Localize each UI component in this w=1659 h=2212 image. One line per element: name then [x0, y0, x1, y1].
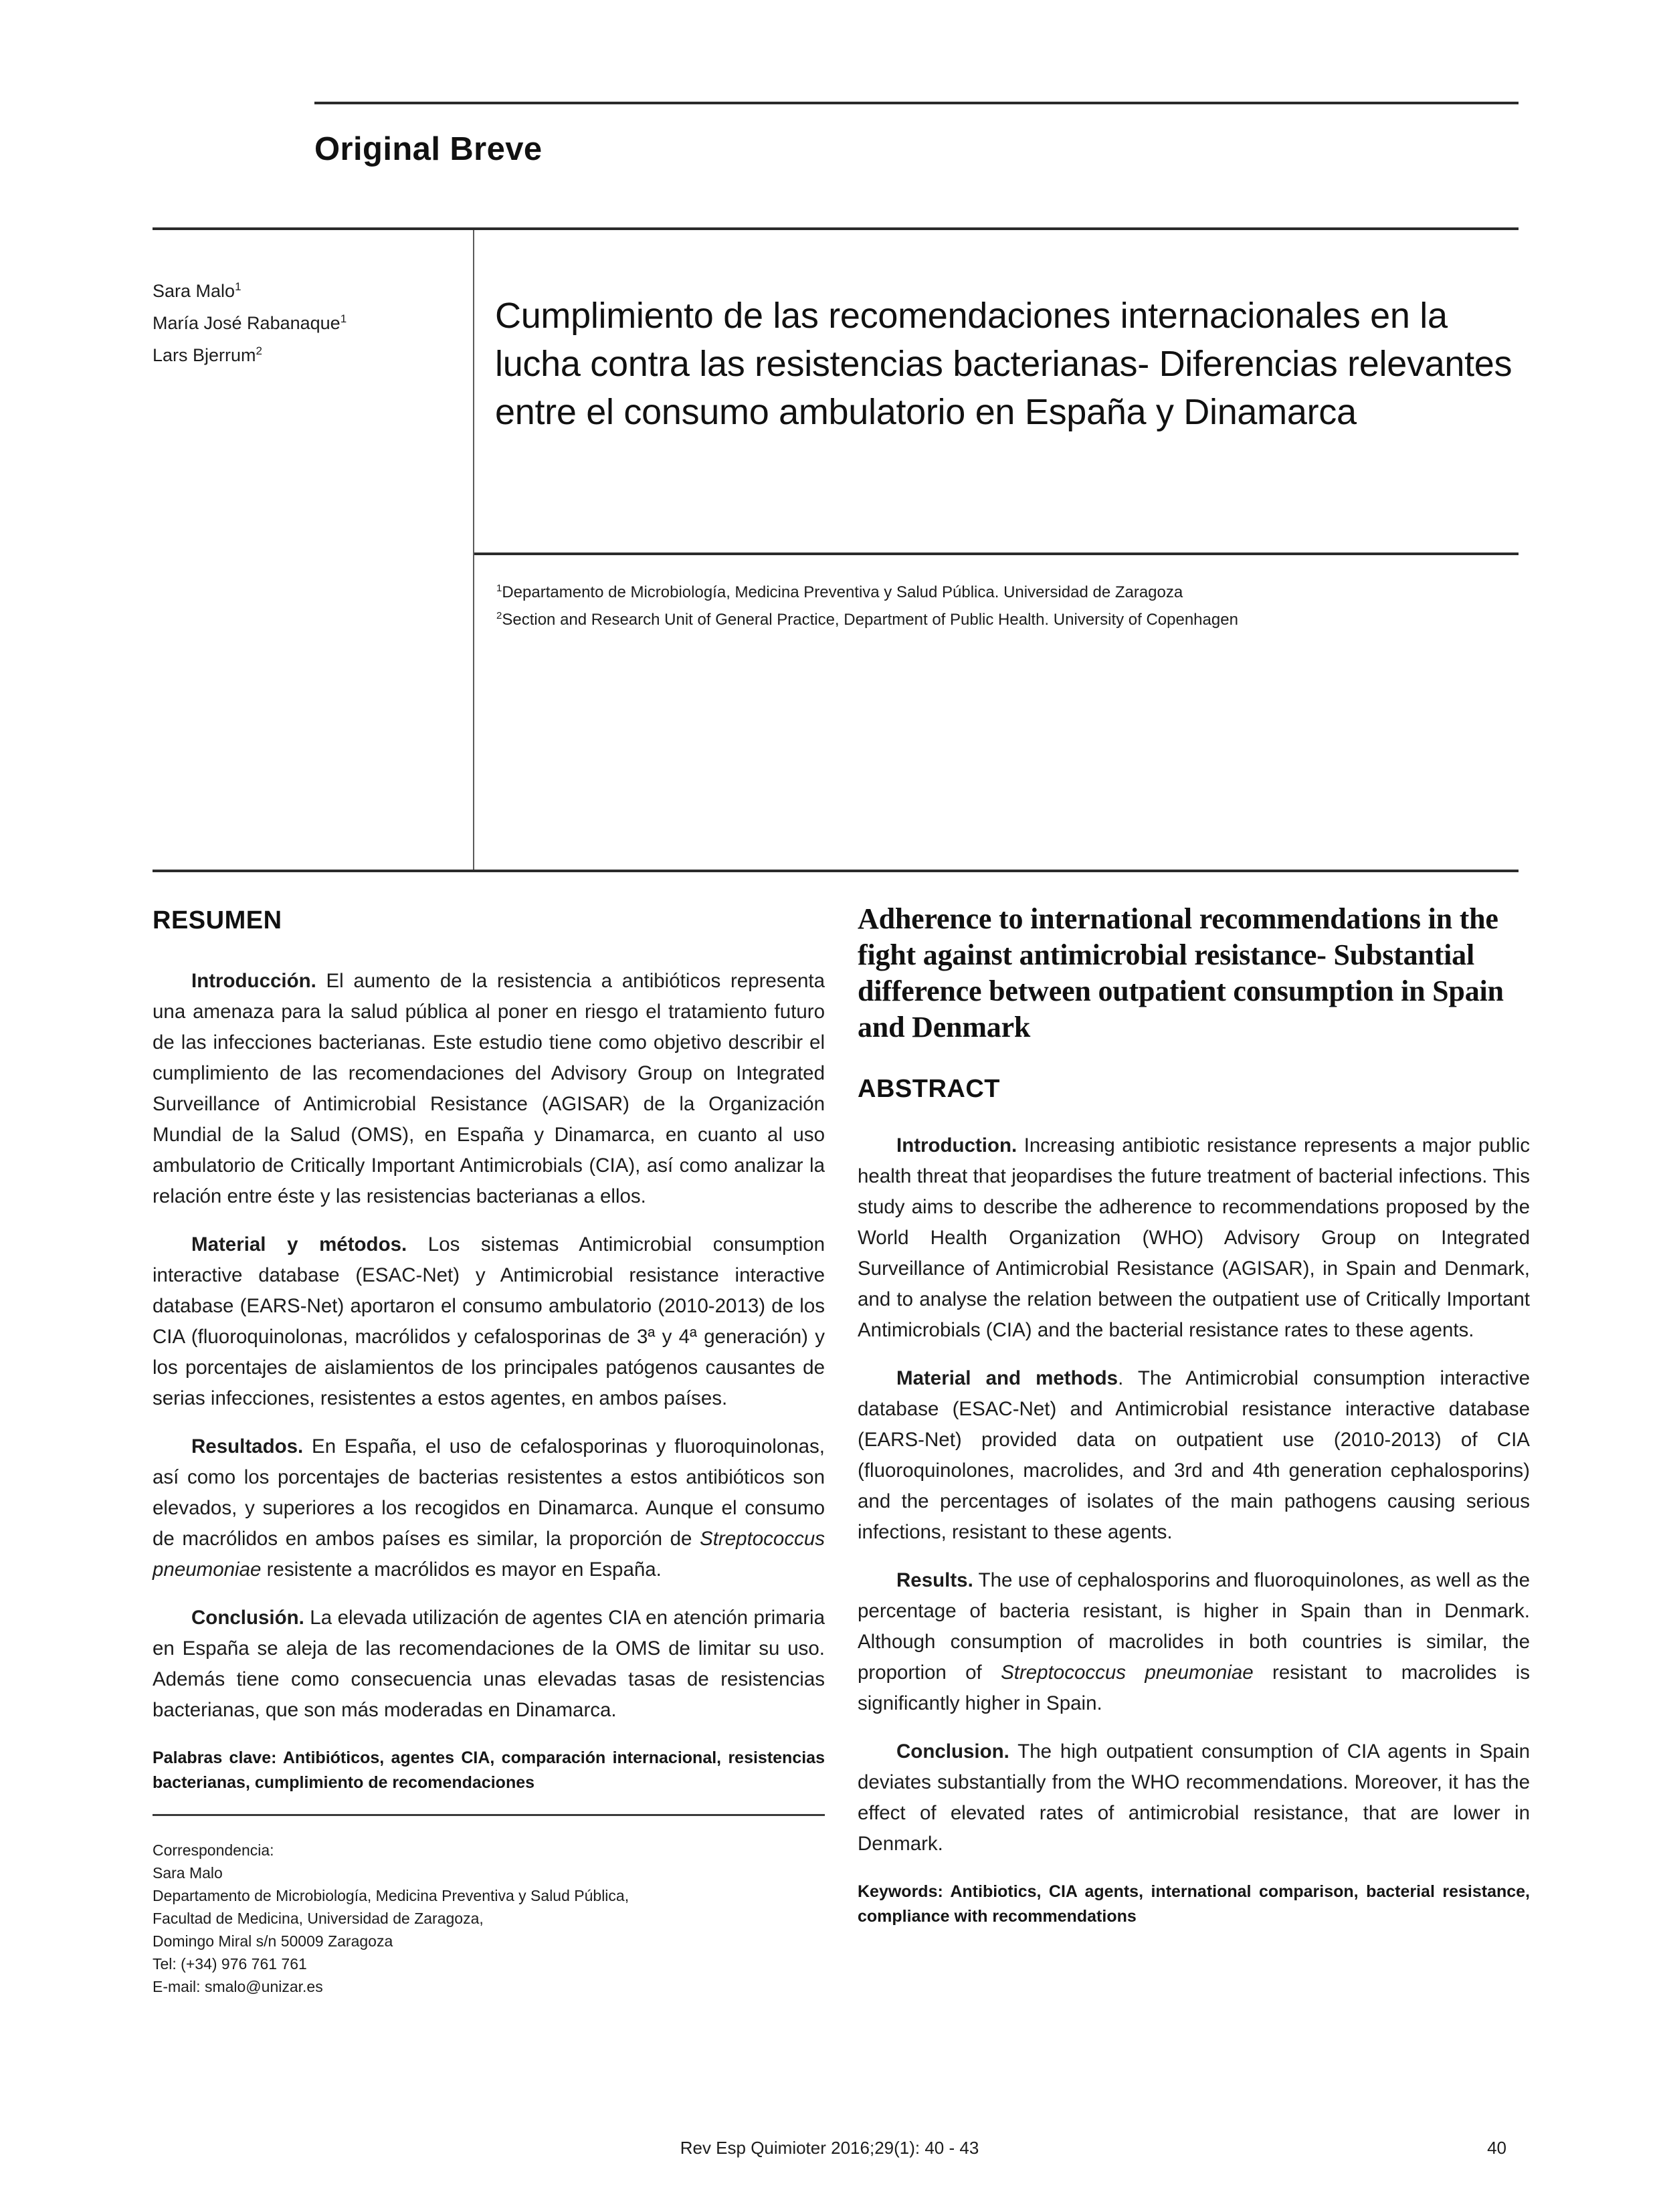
text-resultados-part2: resistente a macrólidos es mayor en España.: [261, 1559, 662, 1581]
label-material-and-methods: Material and methods: [896, 1367, 1118, 1389]
label-resultados: Resultados.: [191, 1435, 304, 1457]
author-affiliation-marker: 2: [256, 344, 263, 357]
correspondence-line: Facultad de Medicina, Universidad de Zaragoza,: [153, 1910, 484, 1927]
label-conclusion: Conclusión.: [191, 1607, 304, 1629]
text-material-and-methods: . The Antimicrobial consumption interactive database (ESAC-Net) and Antimicrobial resistance interactive database (EARS-Net) provided data on outpatient use (2010-2013) of CIA (fluoroquinolones, macrolides, and 3rd and 4th generation cephalosporins) and the percentages of isolates of the main pathogens causing serious infections, resistant to these agents.: [858, 1367, 1530, 1543]
affiliation-text: Section and Research Unit of General Practice, Department of Public Health. University of Copenhagen: [502, 611, 1238, 629]
footer-citation: Rev Esp Quimioter 2016;29(1): 40 - 43: [680, 2138, 979, 2158]
affiliation-entry: [496, 577, 1513, 604]
keywords-english: Keywords: Antibiotics, CIA agents, international comparison, bacterial resistance, compliance with recommendations: [858, 1882, 1530, 1926]
paragraph-conclusion: [153, 1603, 825, 1726]
correspondence-line: Departamento de Microbiología, Medicina Preventiva y Salud Pública,: [153, 1887, 629, 1904]
text-material-metodos: Los sistemas Antimicrobial consumption interactive database (ESAC-Net) y Antimicrobial resistance interactive database (EARS-Net) aportaron el consumo ambulatorio (2010-2013) de los CIA (fluoroquinolonas, macrólidos y cefalosporinas de 3ª y 4ª generación) y los porcentajes de aislamientos de los principales patógenos causantes de serias infecciones, resistentes a estos agentes, en ambos países.: [153, 1233, 825, 1409]
paragraph-introduccion: [153, 966, 825, 1212]
keywords-spanish: Palabras clave: Antibióticos, agentes CIA, comparación internacional, resistencias bacterianas, cumplimiento de recomendaciones: [153, 1748, 825, 1792]
page-title-english: Adherence to international recommendations in the fight against antimicrobial resistance- Substantial difference between outpatient consumption in Spain and Denmark: [858, 902, 1504, 1043]
text-introduction: Increasing antibiotic resistance represents a major public health threat that jeopardises the future treatment of bacterial infections. This study aims to describe the adherence to recommendations proposed by the World Health Organization (WHO) Advisory Group on Integrated Surveillance of Antimicrobial Resistance (AGISAR), in Spain and Denmark, and to analyse the relation between the outpatient use of Critically Important Antimicrobials (CIA) and the bacterial resistance rates to these agents.: [858, 1134, 1530, 1341]
page-title-spanish: Cumplimiento de las recomendaciones internacionales en la lucha contra las resistencias bacterianas- Diferencias relevantes entre el consumo ambulatorio en España y Dinamarca: [495, 296, 1512, 433]
section-kicker: Original Breve: [314, 131, 543, 167]
author-affiliation-marker: 1: [340, 312, 347, 325]
correspondence-email: E-mail: smalo@unizar.es: [153, 1978, 323, 1995]
paragraph-material-metodos: [153, 1229, 825, 1414]
author-name: María José Rabanaque: [153, 313, 340, 333]
correspondence-line: Sara Malo: [153, 1864, 223, 1882]
species-name-italic: Streptococcus pneumoniae: [153, 1528, 825, 1581]
label-results: Results.: [896, 1569, 973, 1591]
correspondence-block: [153, 1839, 825, 1998]
author-entry: [153, 273, 454, 305]
correspondence-line: Correspondencia:: [153, 1841, 274, 1859]
correspondence-line: Tel: (+34) 976 761 761: [153, 1955, 307, 1973]
paragraph-conclusion-en: [858, 1736, 1530, 1859]
rule-title-bottom: [474, 552, 1519, 555]
text-conclusion-en: The high outpatient consumption of CIA agents in Spain deviates substantially from the WHO recommendations. Moreover, it has the effect of elevated rates of antimicrobial resistance, that are lower in Denmark.: [858, 1740, 1530, 1855]
text-results-part1: The use of cephalosporins and fluoroquinolones, as well as the percentage of bacteria resistant, is higher in Spain than in Denmark. Although consumption of macrolides in both countries is similar, the proportion of: [858, 1569, 1530, 1684]
affiliation-marker: 1: [496, 583, 502, 594]
author-list: [153, 273, 454, 369]
affiliation-text: Departamento de Microbiología, Medicina Preventiva y Salud Pública. Universidad de Zaragoza: [502, 583, 1183, 601]
paragraph-introduction: [858, 1130, 1530, 1346]
footer-page-number: 40: [1487, 2138, 1506, 2158]
text-introduccion: El aumento de la resistencia a antibióticos representa una amenaza para la salud pública al poner en riesgo el tratamiento futuro de las infecciones bacterianas. Este estudio tiene como objetivo describir el cumplimiento de las recomendaciones del Advisory Group on Integrated Surveillance of Antimicrobial Resistance (AGISAR) de la Organización Mundial de la Salud (OMS), en España y Dinamarca, en cuanto al uso ambulatorio de Critically Important Antimicrobials (CIA), así como analizar la relación entre éste y las resistencias bacterianas a ellos.: [153, 970, 825, 1207]
rule-top-kicker: [314, 102, 1519, 104]
label-conclusion-en: Conclusion.: [896, 1740, 1009, 1763]
author-name: Sara Malo: [153, 281, 235, 301]
heading-resumen: RESUMEN: [153, 906, 282, 934]
species-name-italic: Streptococcus pneumoniae: [1001, 1662, 1254, 1684]
column-abstract: [858, 902, 1530, 1929]
rule-correspondence-separator: [153, 1814, 825, 1816]
paragraph-material-and-methods: [858, 1363, 1530, 1548]
text-resultados-part1: En España, el uso de cefalosporinas y fluoroquinolonas, así como los porcentajes de bacterias resistentes a estos antibióticos son elevados, y superiores a los recogidos en Dinamarca. Aunque el consumo de macrólidos en ambos países es similar, la proporción de: [153, 1435, 825, 1550]
paragraph-results: [858, 1565, 1530, 1719]
correspondence-line: Domingo Miral s/n 50009 Zaragoza: [153, 1932, 393, 1950]
author-entry: [153, 305, 454, 337]
rule-header-bottom: [153, 870, 1519, 872]
affiliation-marker: 2: [496, 610, 502, 621]
author-entry: [153, 337, 454, 369]
column-resumen: [153, 906, 825, 1998]
text-results-part2: resistant to macrolides is significantly higher in Spain.: [858, 1662, 1530, 1714]
author-affiliation-marker: 1: [235, 280, 241, 293]
label-introduction: Introduction.: [896, 1134, 1017, 1157]
label-introduccion: Introducción.: [191, 970, 316, 992]
rule-header-top: [153, 227, 1519, 230]
paragraph-resultados: [153, 1431, 825, 1585]
author-name: Lars Bjerrum: [153, 345, 256, 365]
affiliation-entry: [496, 604, 1513, 631]
label-material-metodos: Material y métodos.: [191, 1233, 407, 1255]
text-conclusion: La elevada utilización de agentes CIA en atención primaria en España se aleja de las recomendaciones de la OMS de limitar su uso. Además tiene como consecuencia unas elevadas tasas de resistencias bacterianas, que son más moderadas en Dinamarca.: [153, 1607, 825, 1721]
header-vertical-divider: [473, 230, 474, 870]
affiliation-list: [496, 577, 1513, 631]
heading-abstract: ABSTRACT: [858, 1075, 1000, 1103]
